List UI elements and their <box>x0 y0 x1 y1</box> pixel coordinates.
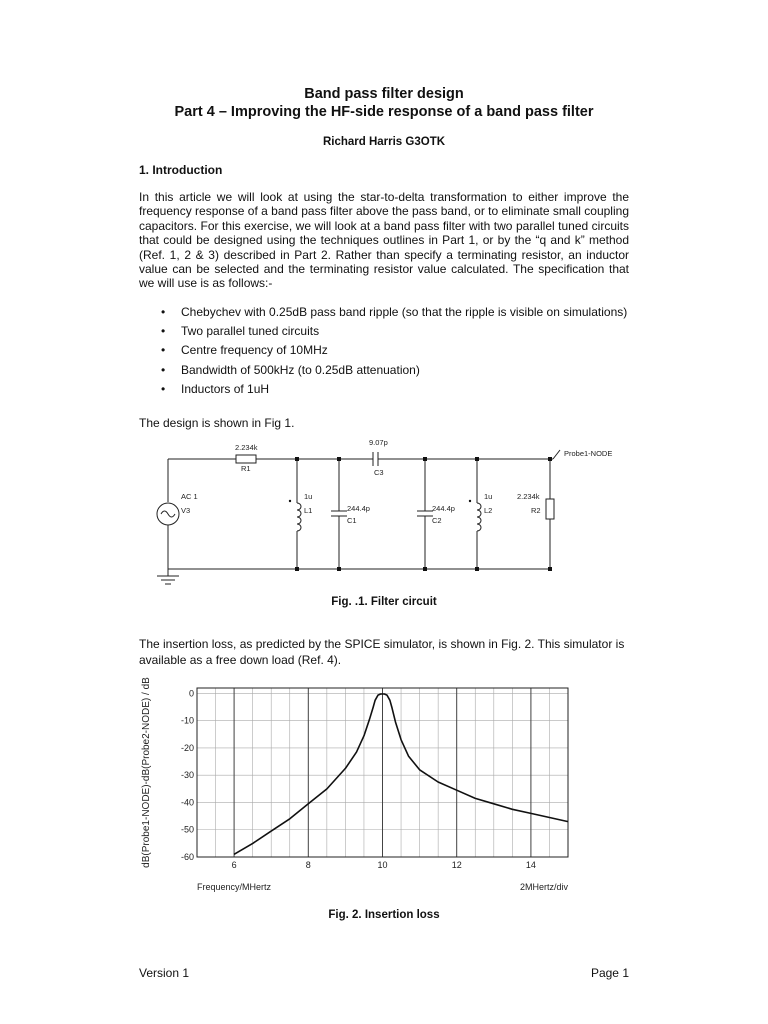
spec-item: • Bandwidth of 500kHz (to 0.25dB attenuation) <box>139 361 627 380</box>
spec-list <box>139 303 627 399</box>
title-line-1: Band pass filter design <box>304 86 464 102</box>
y-tick-label: -30 <box>180 770 194 781</box>
x-axis-label: Frequency/MHertz <box>197 882 272 892</box>
title-line-2: Part 4 – Improving the HF-side response of a band pass filter <box>174 104 594 120</box>
chart-grid <box>197 688 568 857</box>
r1-name: R1 <box>241 464 251 473</box>
c1-name: C1 <box>347 516 357 525</box>
r2-name: R2 <box>531 506 541 515</box>
y-tick-label: -50 <box>180 824 194 835</box>
l1-value: 1u <box>304 492 313 501</box>
y-tick-label: -60 <box>180 852 194 862</box>
filter-circuit-diagram <box>0 430 768 590</box>
spec-item: • Two parallel tuned circuits <box>139 322 627 341</box>
c1-value: 244.4p <box>347 504 370 513</box>
l2-name: L2 <box>484 506 493 515</box>
fig2-caption: Fig. 2. Insertion loss <box>328 909 440 921</box>
spec-item: • Inductors of 1uH <box>139 380 627 399</box>
source-name: V3 <box>181 506 191 515</box>
footer-version: Version 1 <box>139 966 190 980</box>
c2-name: C2 <box>432 516 442 525</box>
y-axis-label: dB(Probe1-NODE)-dB(Probe2-NODE) / dB <box>141 677 152 868</box>
y-tick-label: -20 <box>180 742 194 753</box>
c3-name: C3 <box>374 468 384 477</box>
c2-value: 244.4p <box>432 504 455 513</box>
y-tick-label: -40 <box>180 797 194 808</box>
l1-name: L1 <box>304 506 313 515</box>
source-value: AC 1 <box>181 492 198 501</box>
y-tick-label: 0 <box>188 688 194 699</box>
footer-page-number: Page 1 <box>590 966 629 980</box>
x-tick-label: 14 <box>525 860 536 870</box>
insertion-loss-chart <box>0 670 768 900</box>
x-tick-label: 6 <box>231 860 237 870</box>
l2-value: 1u <box>484 492 493 501</box>
design-sentence: The design is shown in Fig 1. <box>139 416 295 430</box>
spec-item: • Chebychev with 0.25dB pass band ripple (so that the ripple is visible on simulations) <box>139 303 627 322</box>
x-tick-label: 8 <box>305 860 311 870</box>
x-scale-note: 2MHertz/div <box>519 882 568 892</box>
fig1-caption: Fig. .1. Filter circuit <box>331 596 437 608</box>
x-tick-label: 10 <box>377 860 388 870</box>
section-heading: 1. Introduction <box>139 163 223 177</box>
intro-paragraph: In this article we will look at using the star-to-delta transformation to either improve the frequency response of a band pass filter above the pass band, or to eliminate small coupling capacitors. For this exercise, we will look at a band pass filter with two parallel tuned circuits that could be designed using the techniques outlines in Part 1, or by the “q and k” method (Ref. 1, 2 & 3) described in Part 2. Rather than specify a terminating resistor, an inductor value can be selected and the terminating resistor value calculated. The specification that we will use is as follows:- <box>139 190 629 291</box>
insertion-paragraph: The insertion loss, as predicted by the SPICE simulator, is shown in Fig. 2. This simulator is available as a free down load (Ref. 4). <box>139 637 625 667</box>
author: Richard Harris G3OTK <box>322 136 446 148</box>
c3-value: 9.07p <box>369 438 388 447</box>
r2-value: 2.234k <box>517 492 540 501</box>
spec-item: • Centre frequency of 10MHz <box>139 341 627 360</box>
y-tick-label: -10 <box>180 715 194 726</box>
x-tick-label: 12 <box>451 860 462 870</box>
probe-label: Probe1-NODE <box>564 449 613 458</box>
r1-value: 2.234k <box>235 443 258 452</box>
